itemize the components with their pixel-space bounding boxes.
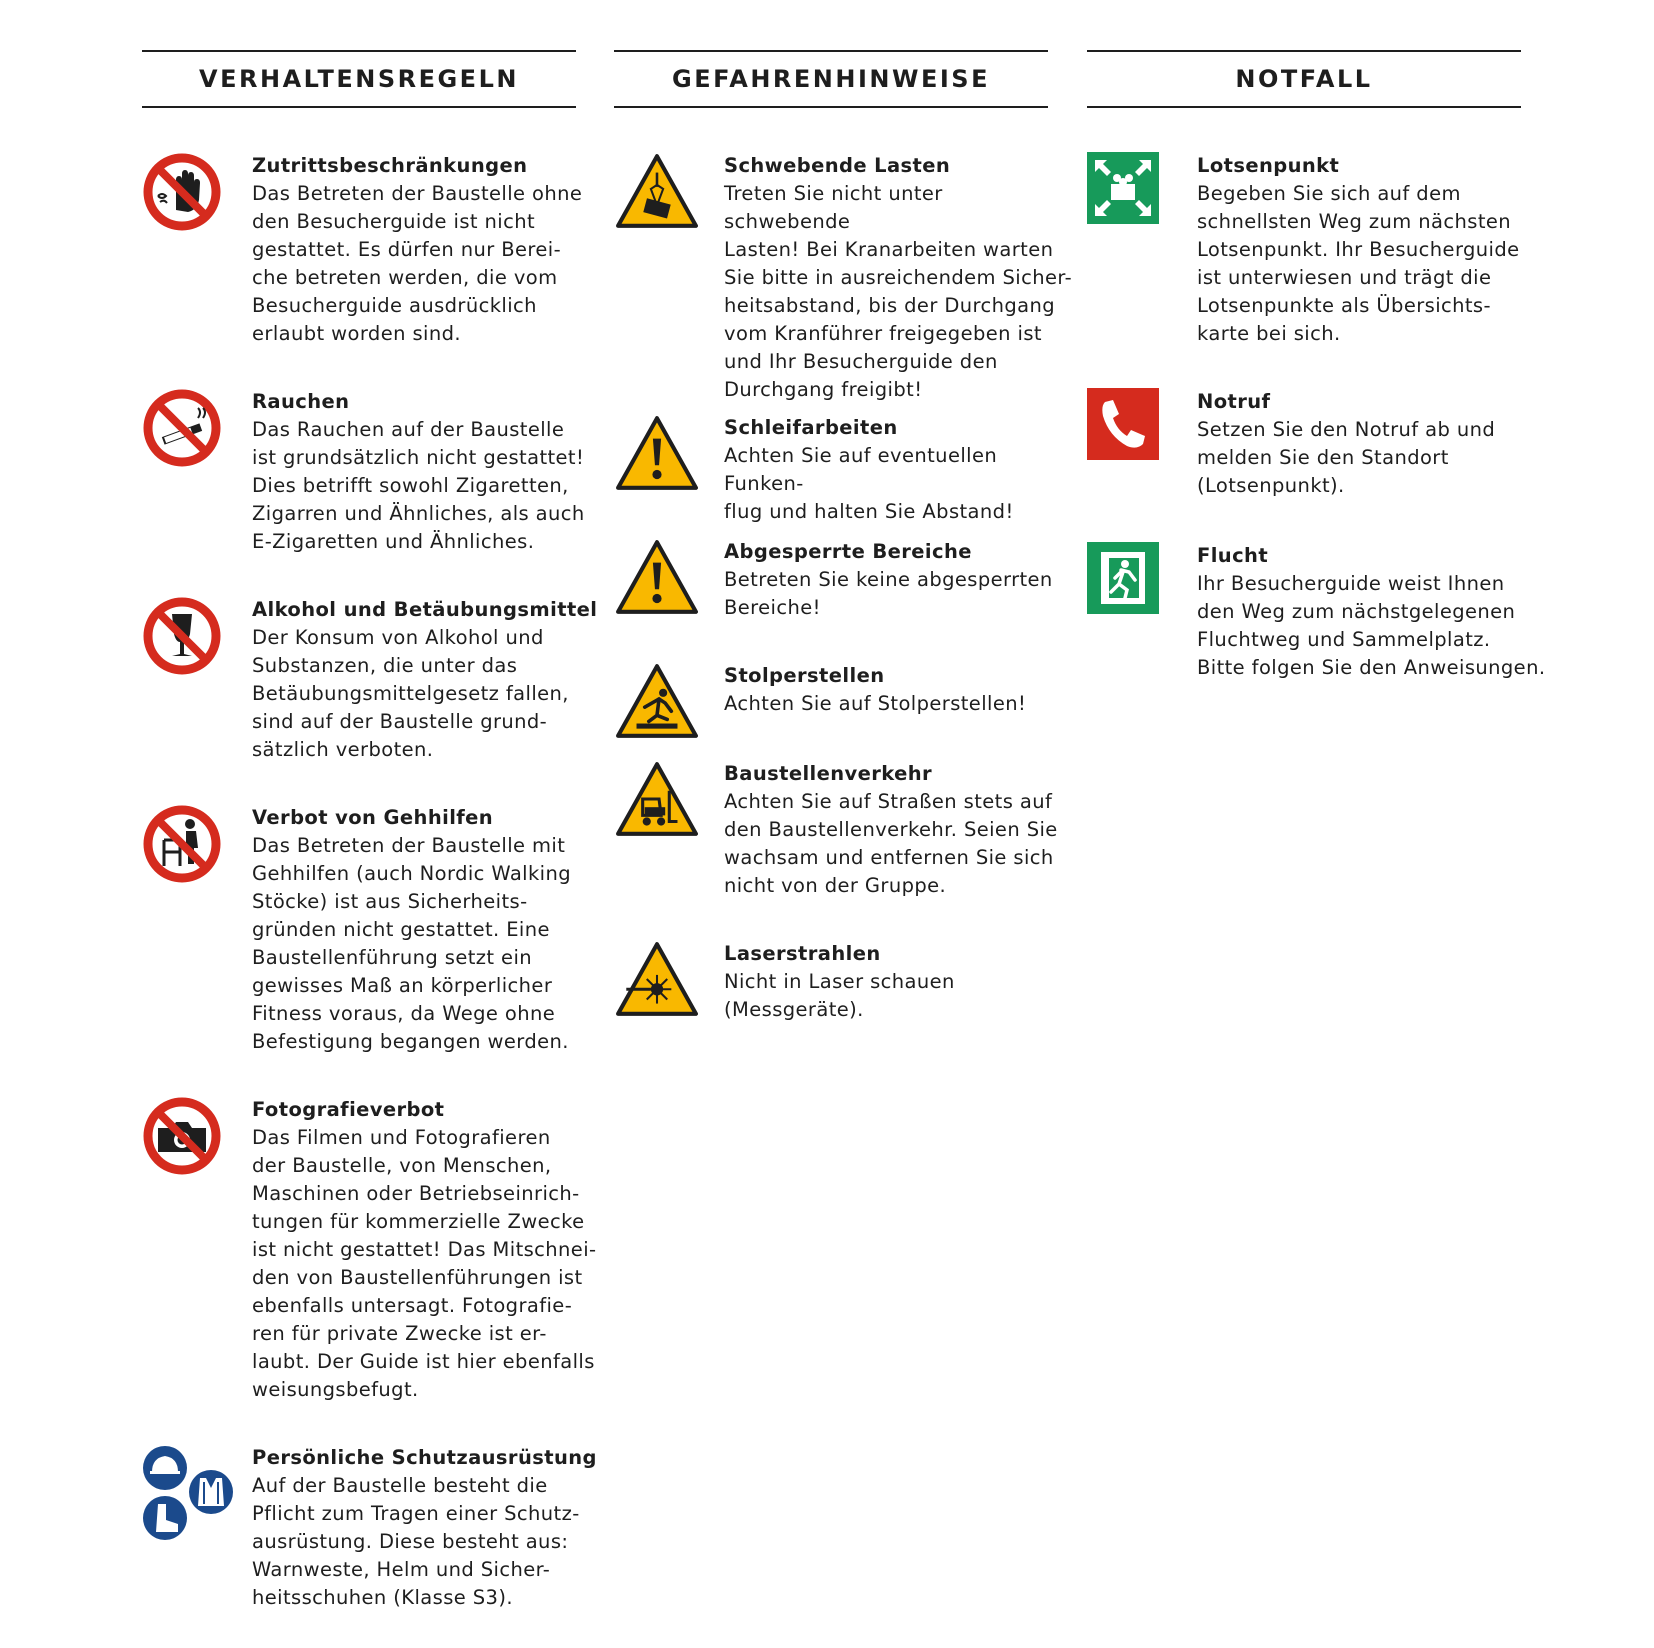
item-body: Der Konsum von Alkohol und Substanzen, die unter das Betäubungsmittelgesetz fallen, sind auf der Baustelle grund- sätzlich verboten.	[252, 626, 569, 761]
general-warning-icon	[614, 414, 700, 492]
suspended-load-warning-icon	[614, 152, 700, 230]
item-title: Alkohol und Betäubungsmittel	[252, 598, 598, 621]
column-header: VERHALTENSREGELN	[142, 50, 576, 108]
item-title: Lotsenpunkt	[1197, 154, 1340, 177]
item-body: Das Filmen und Fotografieren der Baustelle, von Menschen, Maschinen oder Betriebseinrich- tungen für kommerzielle Zwecke ist nicht gestattet! Das Mitschnei- den von Baustellenführungen ist ebenfalls untersagt. Fotografie- ren für private Zwecke ist er- laubt. Der Guide ist hier ebenfalls weisungsbefugt.	[252, 1126, 597, 1401]
item-title: Laserstrahlen	[724, 942, 881, 965]
item-body: Achten Sie auf Stolperstellen!	[724, 692, 1027, 715]
no-photography-icon	[142, 1096, 222, 1176]
item-body: Ihr Besucherguide weist Ihnen den Weg zum nächstgelegenen Fluchtweg und Sammelplatz. Bitte folgen Sie den Anweisungen.	[1197, 572, 1546, 679]
item-title: Verbot von Gehhilfen	[252, 806, 494, 829]
item-body: Achten Sie auf eventuellen Funken- flug und halten Sie Abstand!	[724, 444, 1014, 523]
item-body: Das Betreten der Baustelle mit Gehhilfen (auch Nordic Walking Stöcke) ist aus Sicherheits- gründen nicht gestattet. Eine Baustellenführung setzt ein gewisses Maß an körperlicher Fitness voraus, da Wege ohne Befestigung begangen werden.	[252, 834, 572, 1053]
item-body: Begeben Sie sich auf dem schnellsten Weg zum nächsten Lotsenpunkt. Ihr Besucherguide ist unterwiesen und trägt die Lotsenpunkte als Übersichts- karte bei sich.	[1197, 182, 1520, 345]
laser-warning-icon	[614, 940, 700, 1018]
item-title: Stolperstellen	[724, 664, 885, 687]
item-body: Betreten Sie keine abgesperrten Bereiche!	[724, 568, 1053, 619]
column-verhaltensregeln	[142, 50, 598, 1609]
column-notfall	[1087, 50, 1546, 679]
item-title: Fotografieverbot	[252, 1098, 445, 1121]
column-gefahrenhinweise	[614, 50, 1073, 1021]
item-body: Setzen Sie den Notruf ab und melden Sie den Standort (Lotsenpunkt).	[1197, 418, 1496, 497]
trip-hazard-warning-icon	[614, 662, 700, 740]
item-title: Baustellenverkehr	[724, 762, 933, 785]
item-title: Persönliche Schutzausrüstung	[252, 1446, 597, 1469]
item-title: Zutrittsbeschränkungen	[252, 154, 528, 177]
item-title: Abgesperrte Bereiche	[724, 540, 972, 563]
item-title: Flucht	[1197, 544, 1269, 567]
emergency-exit-icon	[1087, 542, 1159, 614]
item-body: Nicht in Laser schauen (Messgeräte).	[724, 970, 955, 1021]
column-header: NOTFALL	[1087, 50, 1521, 108]
item-title: Notruf	[1197, 390, 1271, 413]
item-body: Auf der Baustelle besteht die Pflicht zum Tragen einer Schutz- ausrüstung. Diese besteht aus: Warnweste, Helm und Sicher- heitsschuhen (Klasse S3).	[252, 1474, 580, 1609]
item-title: Schleifarbeiten	[724, 416, 898, 439]
emergency-phone-icon	[1087, 388, 1159, 460]
item-title: Rauchen	[252, 390, 350, 413]
item-title: Schwebende Lasten	[724, 154, 951, 177]
general-warning-icon	[614, 538, 700, 616]
protective-equipment-icon	[142, 1444, 234, 1548]
no-walking-aids-icon	[142, 804, 222, 884]
column-header: GEFAHRENHINWEISE	[614, 50, 1048, 108]
item-body: Achten Sie auf Straßen stets auf den Baustellenverkehr. Seien Sie wachsam und entfernen Sie sich nicht von der Gruppe.	[724, 790, 1058, 897]
no-alcohol-icon	[142, 596, 222, 676]
forklift-warning-icon	[614, 760, 700, 838]
no-smoking-icon	[142, 388, 222, 468]
assembly-point-icon	[1087, 152, 1159, 224]
no-entry-hand-icon	[142, 152, 222, 232]
item-body: Treten Sie nicht unter schwebende Lasten! Bei Kranarbeiten warten Sie bitte in ausreichendem Sicher- heitsabstand, bis der Durchgang vom Kranführer freigegeben ist und Ihr Besucherguide den Durchgang freigibt!	[724, 182, 1073, 401]
item-body: Das Rauchen auf der Baustelle ist grundsätzlich nicht gestattet! Dies betrifft sowohl Zigaretten, Zigarren und Ähnliches, als auch E-Zigaretten und Ähnliches.	[252, 418, 585, 553]
item-body: Das Betreten der Baustelle ohne den Besucherguide ist nicht gestattet. Es dürfen nur Berei- che betreten werden, die vom Besucherguide ausdrücklich erlaubt worden sind.	[252, 182, 583, 345]
